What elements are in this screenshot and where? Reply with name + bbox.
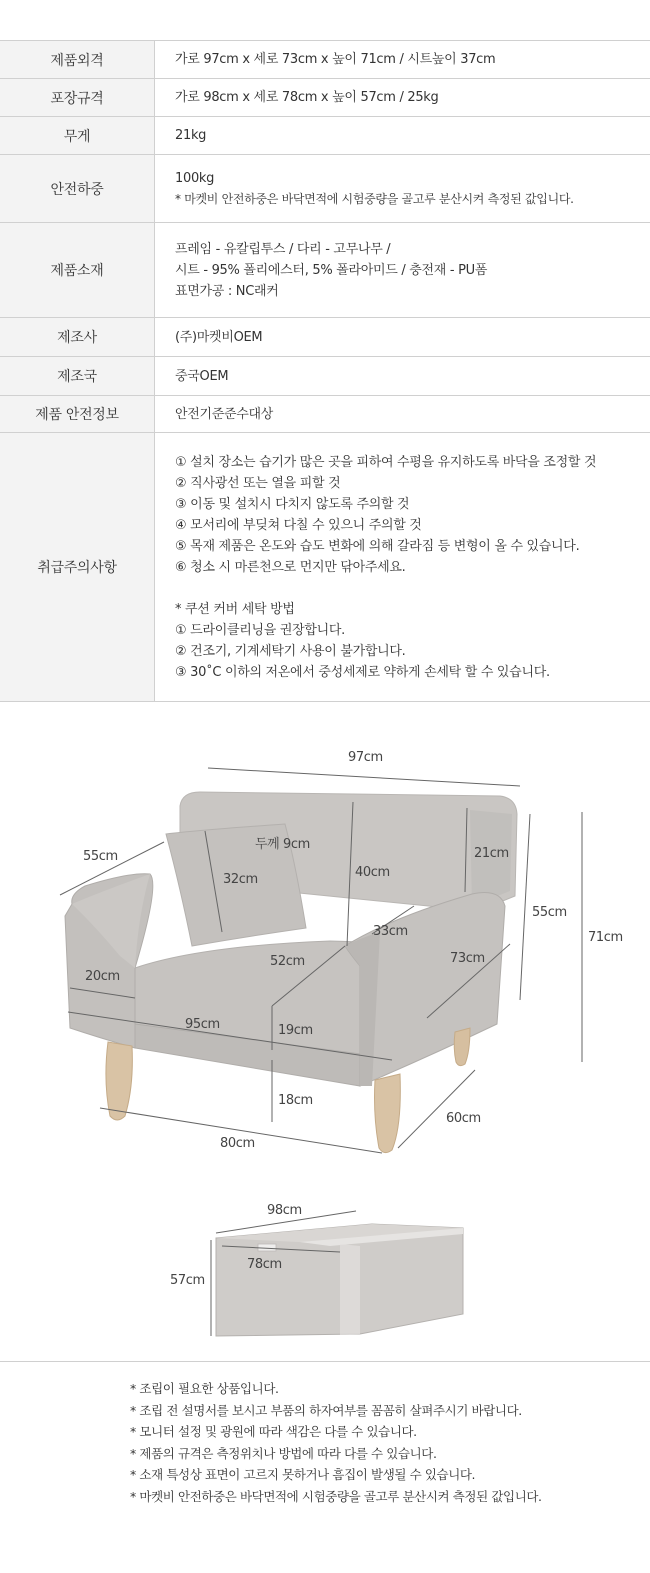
packing-box-illustration (216, 1224, 463, 1336)
caution-spacer (175, 578, 650, 599)
spec-value (155, 79, 650, 117)
spec-row-safe-load (0, 155, 650, 223)
spec-value (155, 318, 650, 357)
dim-label-back-top: 21cm (474, 846, 509, 861)
spec-value (155, 396, 650, 433)
spec-value-line: * 마켓비 안전하중은 바닥면적에 시험중량을 골고루 분산시켜 측정된 값입니다. (175, 191, 574, 206)
spec-row-safety-info (0, 396, 650, 433)
dimension-drawing-section (0, 706, 650, 1362)
caution-line: ③ 이동 및 설치시 다치지 않도록 주의할 것 (175, 496, 410, 512)
box-dim-label-height: 57cm (170, 1273, 205, 1288)
dim-label-leg-width: 80cm (220, 1136, 255, 1151)
spec-row-dimensions (0, 41, 650, 79)
spec-row-origin (0, 357, 650, 396)
dim-line-leg-depth (398, 1070, 475, 1148)
spec-value (155, 117, 650, 155)
dim-label-arm-height: 20cm (85, 969, 120, 984)
spec-row-material (0, 223, 650, 318)
notice-item: * 제품의 규격은 측정위치나 방법에 따라 다를 수 있습니다. (130, 1445, 437, 1461)
dim-label-pillow-size: 32cm (223, 872, 258, 887)
dim-label-leg-depth: 60cm (446, 1111, 481, 1126)
caution-line: ② 직사광선 또는 열을 피할 것 (175, 475, 341, 491)
box-dim-label-depth: 78cm (247, 1257, 282, 1272)
spec-label: 제품외격 (0, 41, 155, 79)
dim-label-back-height: 40cm (355, 865, 390, 880)
spec-label: 제조사 (0, 318, 155, 357)
caution-line: ① 드라이클리닝을 권장합니다. (175, 622, 345, 638)
dim-label-width-top: 97cm (348, 750, 383, 765)
caution-line: ③ 30˚C 이하의 저온에서 중성세제로 약하게 손세탁 할 수 있습니다. (175, 664, 550, 680)
dim-label-arm-depth: 55cm (83, 849, 118, 864)
spec-label: 제품소재 (0, 223, 155, 318)
spec-row-weight (0, 117, 650, 155)
notice-item: * 소재 특성상 표면이 고르지 못하거나 흠집이 발생될 수 있습니다. (130, 1467, 476, 1483)
dim-label-leg-height: 18cm (278, 1093, 313, 1108)
notice-list (130, 1378, 542, 1508)
spec-table (0, 40, 650, 702)
spec-value-line: 100kg (175, 170, 215, 186)
dimension-drawing (0, 706, 650, 1361)
caution-line: ② 건조기, 기계세탁기 사용이 불가합니다. (175, 643, 406, 659)
spec-value (155, 433, 650, 702)
spec-value-line: 21kg (175, 128, 207, 143)
caution-line: ④ 모서리에 부딪쳐 다칠 수 있으니 주의할 것 (175, 517, 422, 533)
caution-line: * 쿠션 커버 세탁 방법 (175, 601, 295, 617)
spec-row-packaging (0, 79, 650, 117)
caution-line: ⑤ 목재 제품은 온도와 습도 변화에 의해 갈라짐 등 변형이 올 수 있습니다. (175, 538, 580, 554)
box-dim-label-width: 98cm (267, 1203, 302, 1218)
spec-value-line: 안전기준준수대상 (175, 406, 274, 422)
dim-label-side-depth: 73cm (450, 951, 485, 966)
notice-item: * 조립 전 설명서를 보시고 부품의 하자여부를 꼼꼼히 살펴주시기 바랍니다. (130, 1402, 522, 1418)
notice-item: * 마켓비 안전하중은 바닥면적에 시험중량을 골고루 분산시켜 측정된 값입니다. (130, 1488, 542, 1504)
caution-line: ① 설치 장소는 습기가 많은 곳을 피하여 수평을 유지하도록 바닥을 조정할 것 (175, 454, 597, 470)
spec-value-line: 가로 97cm x 세로 73cm x 높이 71cm / 시트높이 37cm (175, 52, 496, 67)
dim-line-width-top (208, 768, 520, 786)
dim-label-side-height: 55cm (532, 905, 567, 920)
dim-label-total-height: 71cm (588, 930, 623, 945)
spec-label: 무게 (0, 117, 155, 155)
spec-value-line: 프레임 - 유칼립투스 / 다리 - 고무나무 / (175, 241, 391, 257)
spec-row-care-caution (0, 433, 650, 702)
spec-value (155, 155, 650, 223)
spec-label: 제조국 (0, 357, 155, 396)
dim-label-arm-width: 33cm (373, 924, 408, 939)
dim-label-seat-height: 19cm (278, 1023, 313, 1038)
spec-value (155, 223, 650, 318)
dim-label-pillow-thickness: 두께 9cm (255, 837, 310, 852)
spec-label: 포장규격 (0, 79, 155, 117)
spec-row-manufacturer (0, 318, 650, 357)
spec-value-line: 표면가공 : NC래커 (175, 283, 279, 299)
caution-line: ⑥ 청소 시 마른천으로 먼지만 닦아주세요. (175, 559, 406, 575)
dim-label-seat-width: 95cm (185, 1017, 220, 1032)
notice-item: * 조립이 필요한 상품입니다. (130, 1381, 279, 1396)
spec-value (155, 41, 650, 79)
spec-value-line: 중국OEM (175, 368, 229, 384)
dim-label-seat-depth: 52cm (270, 954, 305, 969)
dim-line-side-height (520, 814, 530, 1000)
spec-value (155, 357, 650, 396)
notice-item: * 모니터 설정 및 광원에 따라 색감은 다를 수 있습니다. (130, 1424, 417, 1440)
spec-value-line: (주)마켓비OEM (175, 329, 263, 345)
spec-label: 안전하중 (0, 155, 155, 223)
spec-value-line: 시트 - 95% 폴리에스터, 5% 폴라아미드 / 충전재 - PU폼 (175, 262, 488, 278)
spec-label: 취급주의사항 (0, 433, 155, 702)
spec-label: 제품 안전정보 (0, 396, 155, 433)
spec-value-line: 가로 98cm x 세로 78cm x 높이 57cm / 25kg (175, 90, 439, 105)
